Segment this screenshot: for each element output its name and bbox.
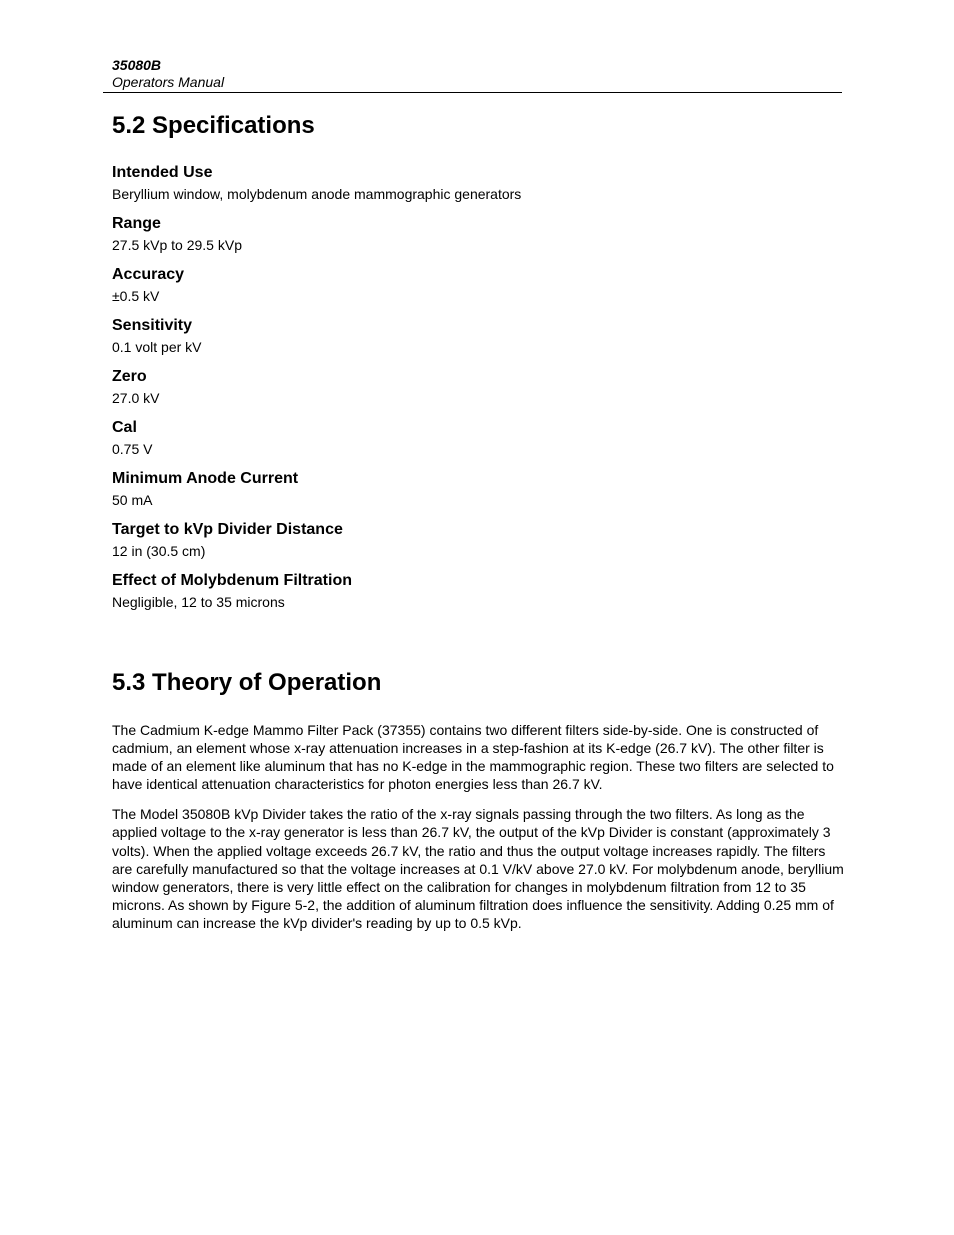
theory-paragraph: The Model 35080B kVp Divider takes the ratio of the x-ray signals passing through the two filters. As long as the applied voltage to the x-ray generator is less than 26.7 kV, the output of the kVp Divider is constant (approximately 3 volts). When the applied voltage exceeds 26.7 kV, the ratio and thus the output voltage increases rapidly. The filters are carefully manufactured so that the voltage increases at 0.1 V/kV above 27.0 kV. For molybdenum anode, beryllium window generators, there is very little effect on the calibration for changes in molybdenum filtration from 12 to 35 microns. As shown by Figure 5-2, the addition of aluminum filtration does influence the sensitivity. Adding 0.25 mm of aluminum can increase the kVp divider's reading by up to 0.5 kVp. [112,806,844,931]
spec-range [112,213,844,255]
spec-value: 0.75 V [112,441,153,457]
manual-title: Operators Manual [112,74,225,90]
theory-paragraph: The Cadmium K-edge Mammo Filter Pack (37355) contains two different filters side-by-side. One is constructed of cadmium, an element whose x-ray attenuation increases in a step-fashion at its K-edge (26.7 kV). The other filter is made of an element like aluminum that has no K-edge in the mammographic region. These two filters are selected to have identical attenuation characteristics for photon energies less than 26.7 kV. [112,722,834,793]
spec-zero [112,366,844,408]
spec-label: Zero [112,368,147,385]
spec-value: Negligible, 12 to 35 microns [112,594,285,610]
model-number: 35080B [112,57,162,73]
spec-target-distance [112,519,844,561]
spec-sensitivity [112,315,844,357]
spec-value: ±0.5 kV [112,288,160,304]
spec-value: 50 mA [112,492,153,508]
spec-intended-use [112,162,844,204]
spec-label: Cal [112,419,137,436]
spec-label: Accuracy [112,266,185,283]
spec-label: Range [112,215,161,232]
spec-value: 12 in (30.5 cm) [112,543,206,559]
spec-label: Minimum Anode Current [112,470,299,487]
spec-cal [112,417,844,459]
spec-label: Sensitivity [112,317,193,334]
page-header [103,56,842,93]
spec-label: Target to kVp Divider Distance [112,521,343,538]
theory-heading: 5.3 Theory of Operation [112,669,382,696]
spec-molybdenum-filtration [112,570,844,612]
spec-accuracy [112,264,844,306]
specifications-section [112,110,844,612]
spec-minimum-anode-current [112,468,844,510]
spec-label: Effect of Molybdenum Filtration [112,572,352,589]
theory-section [112,667,844,944]
specifications-heading: 5.2 Specifications [112,112,315,139]
spec-value: 0.1 volt per kV [112,339,202,355]
spec-label: Intended Use [112,164,213,181]
spec-value: 27.5 kVp to 29.5 kVp [112,237,242,253]
spec-value: Beryllium window, molybdenum anode mammographic generators [112,186,522,202]
spec-value: 27.0 kV [112,390,160,406]
